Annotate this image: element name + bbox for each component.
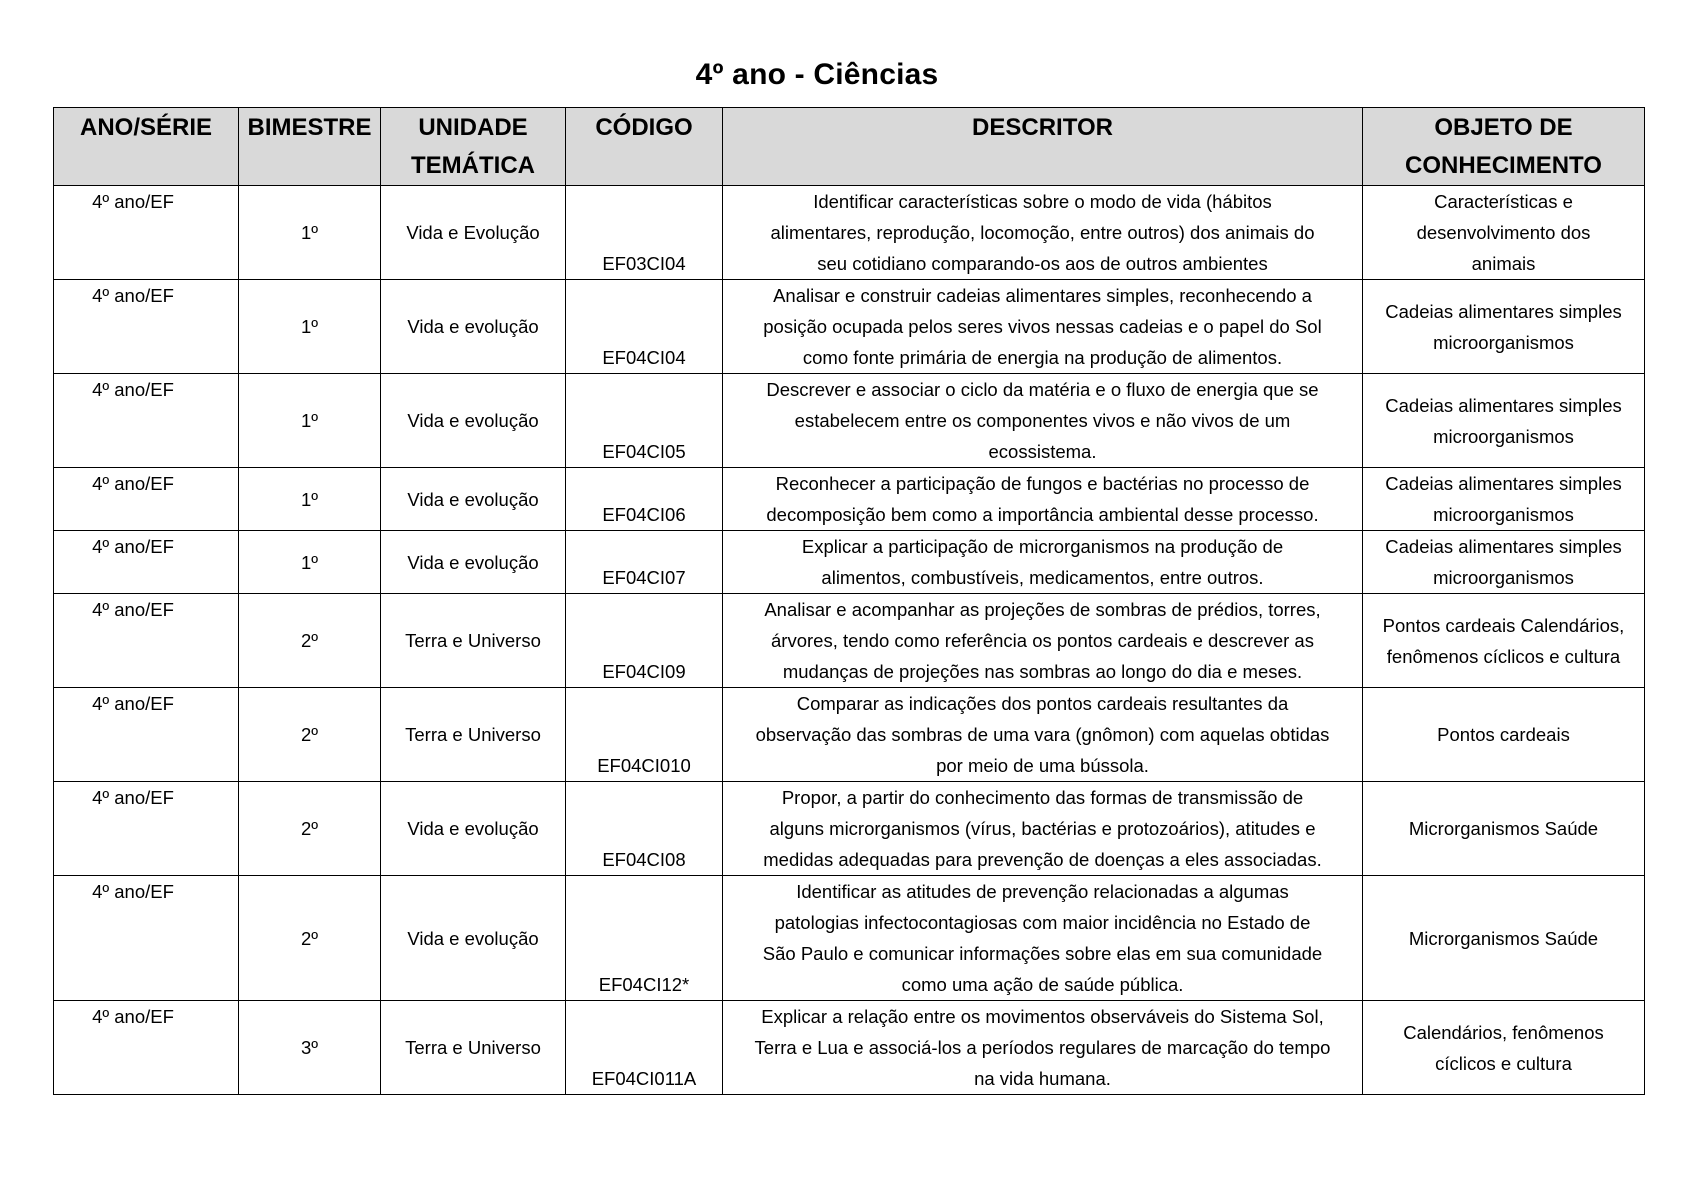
ano-cell: 4º ano/EF: [54, 594, 239, 688]
descritor-line: seu cotidiano comparando-os aos de outros ambientes: [817, 253, 1268, 274]
codigo-cell: EF04CI04: [566, 280, 723, 374]
objeto-line: fenômenos cíclicos e cultura: [1386, 645, 1621, 667]
header-unidade-line-2: TEMÁTICA: [411, 152, 535, 179]
header-unidade-line-1: UNIDADE: [418, 114, 528, 141]
descritor-line: por meio de uma bússola.: [936, 755, 1149, 776]
codigo-cell: EF03CI04: [566, 186, 723, 280]
table-row: [54, 1001, 1645, 1095]
descritor-cell: [723, 1001, 1363, 1095]
descritor-line: patologias infectocontagiosas com maior incidência no Estado de: [774, 912, 1311, 933]
objeto-cell: [1363, 782, 1645, 876]
codigo-cell: EF04CI011A: [566, 1001, 723, 1095]
table-body: [54, 186, 1645, 1095]
descritor-line: Explicar a participação de microrganismos na produção de: [801, 536, 1284, 557]
bimestre-cell: 2º: [239, 594, 381, 688]
table-row: [54, 876, 1645, 1001]
objeto-line: microorganismos: [1433, 567, 1574, 588]
objeto-line: microorganismos: [1433, 504, 1574, 525]
descritor-line: alimentos, combustíveis, medicamentos, entre outros.: [821, 567, 1264, 588]
bimestre-cell: 2º: [239, 782, 381, 876]
objeto-line: Pontos cardeais: [1437, 724, 1570, 745]
descritor-cell: [723, 876, 1363, 1001]
descritor-line: como fonte primária de energia na produção de alimentos.: [802, 347, 1283, 368]
header-bimestre: BIMESTRE: [239, 108, 381, 186]
ano-cell: 4º ano/EF: [54, 531, 239, 594]
descritor-line: alguns microrganismos (vírus, bactérias e protozoários), atitudes e: [769, 818, 1316, 839]
objeto-line: Características e: [1434, 191, 1573, 212]
descritor-line: Propor, a partir do conhecimento das formas de transmissão de: [781, 787, 1304, 808]
codigo-cell: EF04CI12*: [566, 876, 723, 1001]
descritor-line: ecossistema.: [988, 441, 1097, 462]
unidade-cell: Vida e evolução: [381, 876, 566, 1001]
table-row: [54, 374, 1645, 468]
objeto-line: Microrganismos Saúde: [1408, 927, 1599, 949]
bimestre-cell: 2º: [239, 876, 381, 1001]
table-row: [54, 688, 1645, 782]
descritor-line: árvores, tendo como referência os pontos cardeais e descrever as: [771, 630, 1314, 651]
ano-cell: 4º ano/EF: [54, 782, 239, 876]
ano-cell: 4º ano/EF: [54, 186, 239, 280]
bimestre-cell: 1º: [239, 280, 381, 374]
objeto-line: desenvolvimento dos: [1416, 222, 1591, 243]
objeto-line: Calendários, fenômenos: [1403, 1021, 1604, 1043]
descritor-line: Descrever e associar o ciclo da matéria e o fluxo de energia que se: [766, 379, 1319, 400]
header-objeto-line-1: OBJETO DE: [1434, 114, 1573, 141]
unidade-cell: Vida e evolução: [381, 374, 566, 468]
descritor-line: alimentares, reprodução, locomoção, entre outros) dos animais do: [770, 222, 1315, 243]
descritor-line: na vida humana.: [974, 1068, 1111, 1089]
unidade-cell: Terra e Universo: [381, 688, 566, 782]
descritor-line: medidas adequadas para prevenção de doenças a eles associadas.: [763, 849, 1322, 870]
objeto-line: Cadeias alimentares simples: [1385, 473, 1622, 494]
table-row: [54, 531, 1645, 594]
objeto-line: Microrganismos Saúde: [1408, 818, 1599, 839]
codigo-cell: EF04CI07: [566, 531, 723, 594]
header-objeto-conhecimento: [1363, 108, 1645, 186]
ano-cell: 4º ano/EF: [54, 1001, 239, 1095]
objeto-line: Cadeias alimentares simples: [1385, 536, 1622, 557]
ano-cell: 4º ano/EF: [54, 374, 239, 468]
curriculum-table: [53, 107, 1645, 1095]
table-row: [54, 186, 1645, 280]
descritor-line: posição ocupada pelos seres vivos nessas cadeias e o papel do Sol: [763, 316, 1322, 337]
header-unidade-tematica: [381, 108, 566, 186]
objeto-line: Cadeias alimentares simples: [1385, 394, 1622, 416]
unidade-cell: Terra e Universo: [381, 1001, 566, 1095]
descritor-cell: [723, 374, 1363, 468]
objeto-cell: [1363, 468, 1645, 531]
objeto-line: animais: [1471, 253, 1536, 274]
descritor-cell: [723, 782, 1363, 876]
codigo-cell: EF04CI05: [566, 374, 723, 468]
descritor-cell: [723, 531, 1363, 594]
bimestre-cell: 3º: [239, 1001, 381, 1095]
codigo-cell: EF04CI08: [566, 782, 723, 876]
table-row: [54, 468, 1645, 531]
descritor-line: Identificar características sobre o modo de vida (hábitos: [813, 191, 1272, 212]
page-title: 4º ano - Ciências: [695, 58, 939, 91]
objeto-cell: [1363, 280, 1645, 374]
bimestre-cell: 1º: [239, 374, 381, 468]
descritor-cell: [723, 594, 1363, 688]
descritor-line: São Paulo e comunicar informações sobre elas em sua comunidade: [762, 943, 1323, 964]
objeto-cell: [1363, 186, 1645, 280]
descritor-line: Terra e Lua e associá-los a períodos regulares de marcação do tempo: [754, 1037, 1331, 1058]
objeto-line: Cadeias alimentares simples: [1385, 300, 1622, 322]
descritor-cell: [723, 688, 1363, 782]
unidade-cell: Vida e evolução: [381, 280, 566, 374]
unidade-cell: Terra e Universo: [381, 594, 566, 688]
descritor-line: Explicar a relação entre os movimentos observáveis do Sistema Sol,: [761, 1006, 1324, 1027]
table-header-row: [54, 108, 1645, 186]
codigo-cell: EF04CI06: [566, 468, 723, 531]
unidade-cell: Vida e Evolução: [381, 186, 566, 280]
table-row: [54, 594, 1645, 688]
header-descritor: DESCRITOR: [723, 108, 1363, 186]
ano-cell: 4º ano/EF: [54, 468, 239, 531]
ano-cell: 4º ano/EF: [54, 876, 239, 1001]
ano-cell: 4º ano/EF: [54, 688, 239, 782]
descritor-line: Analisar e construir cadeias alimentares simples, reconhecendo a: [773, 285, 1312, 306]
ano-cell: 4º ano/EF: [54, 280, 239, 374]
objeto-line: Pontos cardeais Calendários,: [1382, 614, 1625, 636]
descritor-line: como uma ação de saúde pública.: [901, 974, 1184, 995]
objeto-line: microorganismos: [1433, 425, 1574, 447]
codigo-cell: EF04CI09: [566, 594, 723, 688]
header-ano-serie: ANO/SÉRIE: [54, 108, 239, 186]
descritor-cell: [723, 468, 1363, 531]
bimestre-cell: 2º: [239, 688, 381, 782]
descritor-line: observação das sombras de uma vara (gnômon) com aquelas obtidas: [755, 724, 1330, 745]
descritor-line: decomposição bem como a importância ambiental desse processo.: [766, 504, 1319, 525]
descritor-line: estabelecem entre os componentes vivos e não vivos de um: [794, 410, 1291, 431]
bimestre-cell: 1º: [239, 468, 381, 531]
descritor-cell: [723, 186, 1363, 280]
objeto-cell: [1363, 1001, 1645, 1095]
table-row: [54, 782, 1645, 876]
bimestre-cell: 1º: [239, 186, 381, 280]
objeto-line: microorganismos: [1433, 331, 1574, 353]
bimestre-cell: 1º: [239, 531, 381, 594]
unidade-cell: Vida e evolução: [381, 468, 566, 531]
unidade-cell: Vida e evolução: [381, 782, 566, 876]
table-row: [54, 280, 1645, 374]
descritor-cell: [723, 280, 1363, 374]
objeto-cell: [1363, 876, 1645, 1001]
descritor-line: Analisar e acompanhar as projeções de sombras de prédios, torres,: [764, 599, 1321, 620]
codigo-cell: EF04CI010: [566, 688, 723, 782]
descritor-line: Comparar as indicações dos pontos cardeais resultantes da: [796, 693, 1289, 714]
descritor-line: Identificar as atitudes de prevenção relacionadas a algumas: [796, 881, 1289, 902]
descritor-line: mudanças de projeções nas sombras ao longo do dia e meses.: [782, 661, 1303, 682]
objeto-cell: [1363, 531, 1645, 594]
descritor-line: Reconhecer a participação de fungos e bactérias no processo de: [775, 473, 1310, 494]
objeto-cell: [1363, 594, 1645, 688]
objeto-line: cíclicos e cultura: [1435, 1052, 1572, 1074]
unidade-cell: Vida e evolução: [381, 531, 566, 594]
objeto-cell: [1363, 688, 1645, 782]
objeto-cell: [1363, 374, 1645, 468]
header-codigo: CÓDIGO: [566, 108, 723, 186]
header-objeto-line-2: CONHECIMENTO: [1405, 152, 1602, 179]
